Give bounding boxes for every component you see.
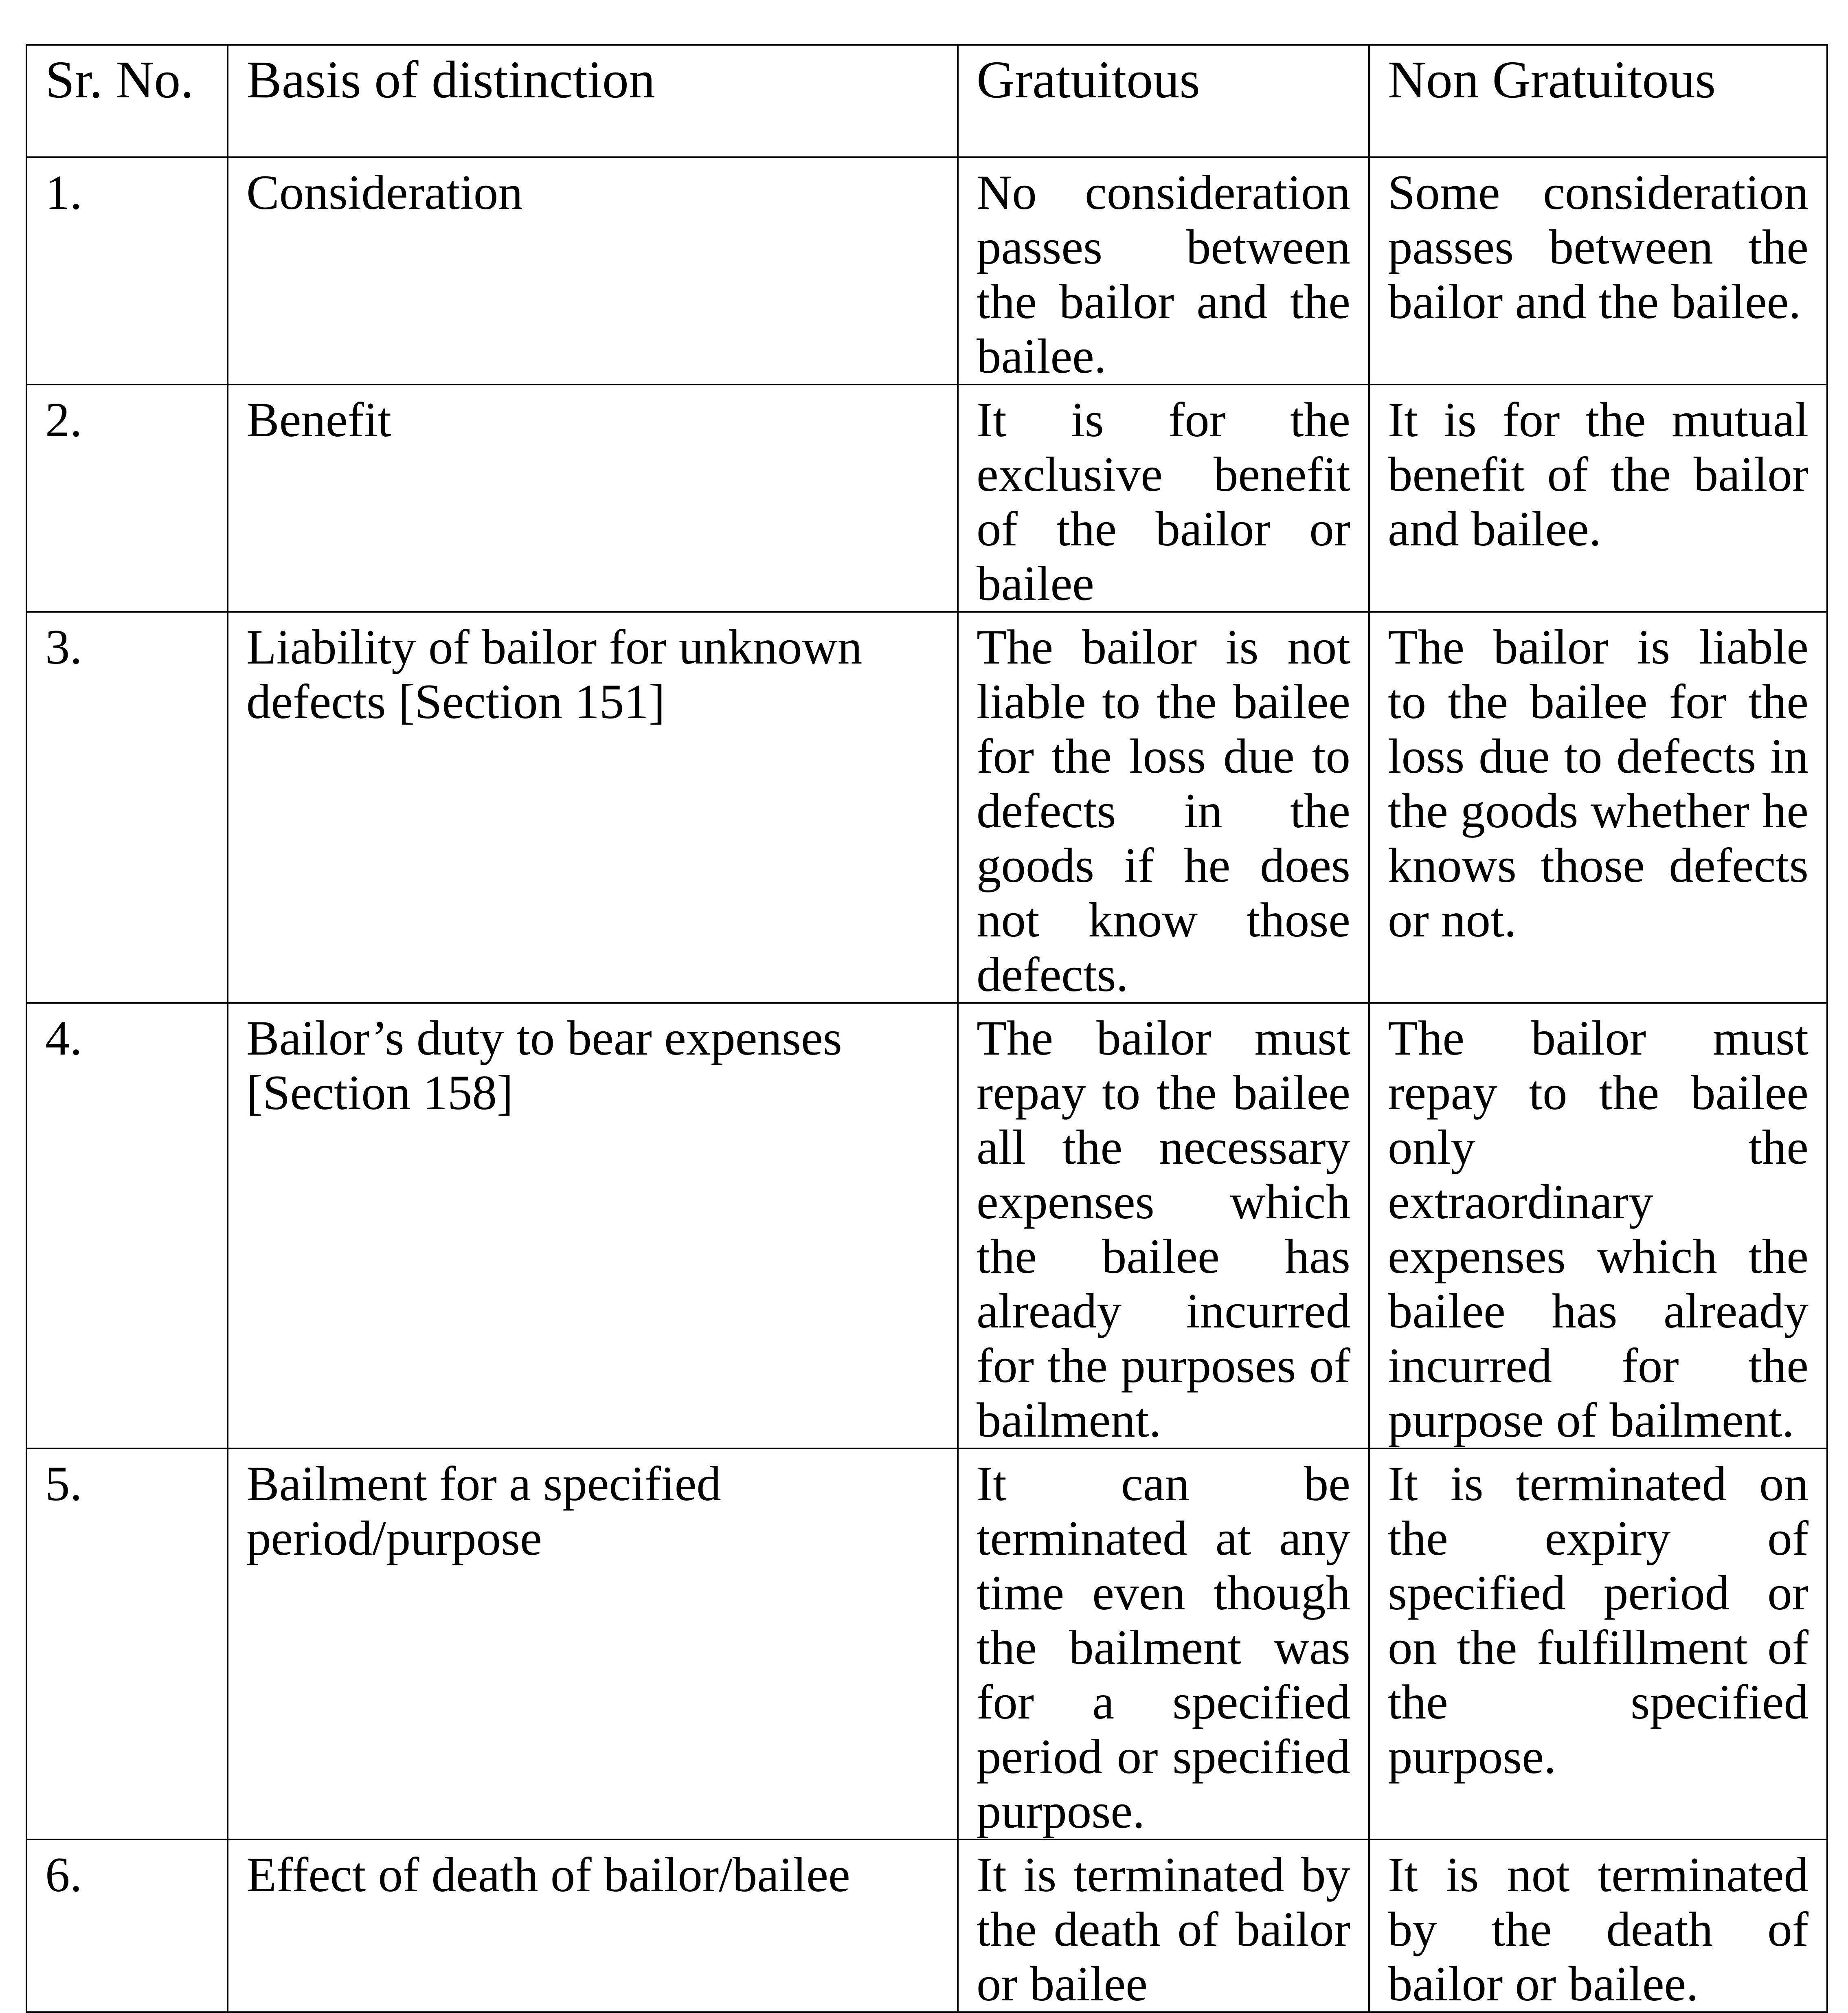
table-row	[26, 157, 1827, 385]
table-row	[26, 612, 1827, 1003]
comparison-table	[26, 44, 1828, 2013]
table-header-row	[26, 45, 1827, 157]
cell-sr: 4.	[26, 1003, 228, 1448]
cell-non-gratuitous: It is for the mutual benefit of the bailor and bailee.	[1369, 385, 1827, 612]
cell-sr: 1.	[26, 157, 228, 385]
table-row	[26, 385, 1827, 612]
cell-basis: Bailor’s duty to bear expenses [Section 158]	[228, 1003, 958, 1448]
cell-gratuitous: It is terminated by the death of bailor or bailee	[958, 1839, 1369, 2012]
cell-basis: Bailment for a specified period/purpose	[228, 1448, 958, 1839]
cell-gratuitous: No consideration passes between the bailor and the bailee.	[958, 157, 1369, 385]
cell-non-gratuitous: The bailor is liable to the bailee for the loss due to defects in the goods whether he knows those defects or not.	[1369, 612, 1827, 1003]
header-sr-no: Sr. No.	[26, 45, 228, 157]
cell-non-gratuitous: It is not terminated by the death of bailor or bailee.	[1369, 1839, 1827, 2012]
cell-sr: 3.	[26, 612, 228, 1003]
cell-gratuitous: The bailor is not liable to the bailee for the loss due to defects in the goods if he does not know those defects.	[958, 612, 1369, 1003]
table-row	[26, 1448, 1827, 1839]
header-gratuitous: Gratuitous	[958, 45, 1369, 157]
table-row	[26, 1003, 1827, 1448]
table-row	[26, 1839, 1827, 2012]
cell-basis: Effect of death of bailor/bailee	[228, 1839, 958, 2012]
cell-sr: 6.	[26, 1839, 228, 2012]
cell-gratuitous: The bailor must repay to the bailee all the necessary expenses which the bailee has already incurred for the purposes of bailment.	[958, 1003, 1369, 1448]
header-basis: Basis of distinction	[228, 45, 958, 157]
cell-gratuitous: It is for the exclusive benefit of the bailor or bailee	[958, 385, 1369, 612]
cell-basis: Liability of bailor for unknown defects [Section 151]	[228, 612, 958, 1003]
cell-sr: 2.	[26, 385, 228, 612]
cell-non-gratuitous: The bailor must repay to the bailee only the extraordinary expenses which the bailee has already incurred for the purpose of bailment.	[1369, 1003, 1827, 1448]
cell-basis: Benefit	[228, 385, 958, 612]
cell-non-gratuitous: It is terminated on the expiry of specified period or on the fulfillment of the specified purpose.	[1369, 1448, 1827, 1839]
cell-non-gratuitous: Some consideration passes between the bailor and the bailee.	[1369, 157, 1827, 385]
header-non-gratuitous: Non Gratuitous	[1369, 45, 1827, 157]
cell-sr: 5.	[26, 1448, 228, 1839]
cell-gratuitous: It can be terminated at any time even though the bailment was for a specified period or specified purpose.	[958, 1448, 1369, 1839]
cell-basis: Consideration	[228, 157, 958, 385]
